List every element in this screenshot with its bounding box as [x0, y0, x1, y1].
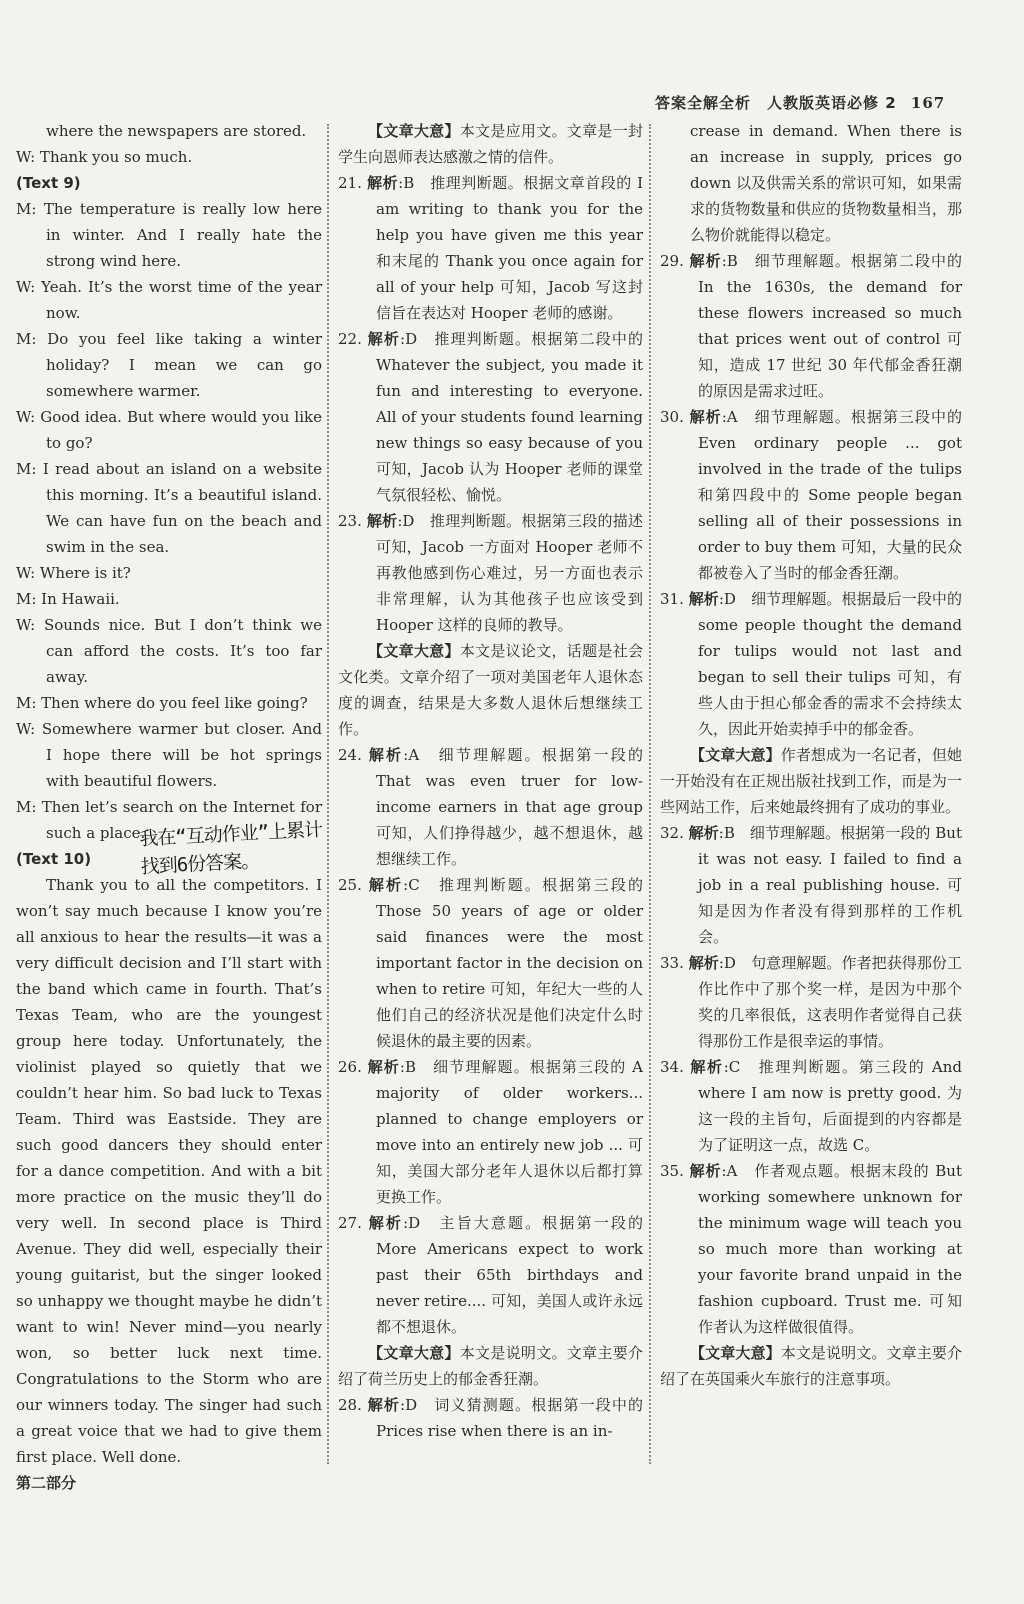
question-number: 27. [338, 1214, 369, 1232]
answer-explanation [338, 872, 643, 1054]
question-number: 34. [660, 1058, 691, 1076]
explanation-label: 解析 [367, 1396, 401, 1414]
article-summary [660, 742, 962, 820]
summary-text: 本文是议论文，话题是社会文化类。文章介绍了一项对美国老年人退休态度的调查，结果是大多数人退休后想继续工作。 [338, 642, 643, 738]
summary-text: 作者想成为一名记者，但她一开始没有在正规出版社找到工作，而是为一些网站工作，后来她最终拥有了成功的事业。 [660, 746, 962, 816]
question-number: 21. [338, 174, 368, 192]
middle-column [338, 118, 643, 1444]
dialogue-line: M: I read about an island on a website this morning. It’s a beautiful island. We can have fun on the beach and swim in the sea. [16, 460, 322, 556]
dialogue-line: M: Then let’s search on the Internet for such a place. [16, 798, 322, 842]
question-number: 32. [660, 824, 689, 842]
summary-label: 【文章大意】 [690, 1344, 781, 1362]
text-paragraph: crease in demand. When there is an increase in supply, prices go down 以及供需关系的常识可知，如果需求的货物数量和供应的货物数量相当，那么物价就能得以稳定。 [690, 122, 962, 244]
left-column [16, 118, 322, 1496]
explanation-text: :C 推理判断题。第三段的 And where I am now is pretty good. 为这一段的主旨句，后面提到的内容都是为了证明这一点，故选 C。 [698, 1058, 962, 1154]
handwritten-note: 我在“互动作业”上累计找到6份答案。 [138, 818, 323, 879]
dialogue-line: M: Do you feel like taking a winter holiday? I mean we can go somewhere warmer. [16, 330, 322, 400]
answer-explanation [338, 1210, 643, 1340]
answer-explanation [338, 326, 643, 508]
explanation-label: 解析 [688, 824, 719, 842]
answer-explanation [660, 950, 962, 1054]
running-header [655, 92, 985, 118]
question-number: 29. [660, 252, 690, 270]
explanation-text: :A 细节理解题。根据第三段中的 Even ordinary people ... got involved in the trade of the tulips 和第四段中的 Some people began selling all of their possessions in order to buy them 可知，大量的民众都被卷入了当时的郁金香狂潮。 [698, 408, 962, 582]
answer-explanation [660, 404, 962, 586]
article-summary [660, 1340, 962, 1392]
answer-explanation [338, 508, 643, 638]
explanation-label: 解析 [689, 408, 722, 426]
explanation-label: 解析 [689, 1162, 722, 1180]
answer-explanation [660, 586, 962, 742]
answer-explanation [660, 1158, 962, 1340]
answer-explanation [660, 820, 962, 950]
explanation-text: :A 细节理解题。根据第一段的 That was even truer for low-income earners in that age group 可知，人们挣得越少，越不想退休，越想继续工作。 [376, 746, 643, 868]
article-summary [338, 1340, 643, 1392]
answer-explanation [660, 1054, 962, 1158]
explanation-text: :D 句意理解题。作者把获得那份工作比作中了那个奖一样，是因为中那个奖的几率很低，这表明作者觉得自己获得那份工作是很幸运的事情。 [698, 954, 962, 1050]
dialogue-line: W: Sounds nice. But I don’t think we can afford the costs. It’s too far away. [16, 616, 322, 686]
answer-explanation [338, 742, 643, 872]
dialogue-line: M: In Hawaii. [16, 590, 120, 608]
answer-explanation [660, 248, 962, 404]
dialogue-line: W: Yeah. It’s the worst time of the year now. [16, 278, 322, 322]
explanation-text: :C 推理判断题。根据第三段的 Those 50 years of age or older said finances were the most important factor in the decision on when to retire 可知，年纪大一些的人他们自己的经济状况是他们决定什么时候退休的最主要的因素。 [376, 876, 643, 1050]
column-divider-left [327, 124, 329, 1464]
answer-explanation [338, 170, 643, 326]
section-heading: (Text 9) [16, 174, 81, 192]
column-divider-right [649, 124, 651, 1464]
question-number: 25. [338, 876, 369, 894]
explanation-label: 解析 [688, 590, 719, 608]
article-summary [338, 118, 643, 170]
question-number: 30. [660, 408, 690, 426]
article-summary [338, 638, 643, 742]
explanation-label: 解析 [367, 1058, 400, 1076]
question-number: 35. [660, 1162, 690, 1180]
explanation-text: :B 细节理解题。根据第二段中的 In the 1630s, the demand for these flowers increased so much that prices went out of control 可知，造成 17 世纪 30 年代郁金香狂潮的原因是需求过旺。 [698, 252, 962, 400]
explanation-label: 解析 [689, 252, 722, 270]
dialogue-line: W: Good idea. But where would you like to go? [16, 408, 322, 452]
question-number: 26. [338, 1058, 368, 1076]
section-heading: (Text 10) [16, 850, 92, 868]
answer-explanation [338, 1054, 643, 1210]
summary-text: 本文是说明文。文章主要介绍了荷兰历史上的郁金香狂潮。 [338, 1344, 643, 1388]
question-number: 33. [660, 954, 689, 972]
dialogue-line: M: Then where do you feel like going? [16, 694, 308, 712]
explanation-text: :A 作者观点题。根据末段的 But working somewhere unknown for the minimum wage will teach you so much more than working at your favorite brand unpaid in the fashion cupboard. Trust me. 可知作者认为这样做很值得。 [698, 1162, 962, 1336]
explanation-text: :B 细节理解题。根据第三段的 A majority of older workers... planned to change employers or move into an entirely new job ... 可知，美国大部分老年人退休以后都打算更换工作。 [376, 1058, 643, 1206]
question-number: 28. [338, 1396, 368, 1414]
explanation-label: 解析 [368, 876, 404, 894]
question-number: 23. [338, 512, 367, 530]
text-paragraph: Thank you to all the competitors. I won’t say much because I know you’re all anxious to hear the results—it was a very difficult decision and I’ll start with the band which came in fourth. That’s Texas Team, who are the youngest group here today. Unfortunately, the violinist played so quietly that we couldn’t hear him. So bad luck to Texas Team. Third was Eastside. They are such good dancers they should enter for a dance competition. And with a bit more practice on the music they’ll do very well. In second place is Third Avenue. They did well, especially their young guitarist, but the singer looked so unhappy we thought maybe he didn’t want to win! Never mind—you nearly won, so better luck next time. Congratulations to the Storm who are our winners today. The singer had such a great voice that we had to give them first place. Well done. [16, 876, 322, 1466]
dialogue-line: W: Where is it? [16, 564, 131, 582]
explanation-label: 解析 [688, 954, 719, 972]
header-title: 答案全解全析 人教版英语必修 2 [655, 94, 897, 112]
answer-explanation [338, 1392, 643, 1444]
explanation-label: 解析 [368, 746, 404, 764]
explanation-text: :D 词义猜测题。根据第一段中的 Prices rise when there is an in- [376, 1396, 643, 1440]
summary-label: 【文章大意】 [368, 122, 460, 140]
explanation-text: :B 推理判断题。根据文章首段的 I am writing to thank you for the help you have given me this year 和末尾的 Thank you once again for all of your help 可知，Jacob 写这封信旨在表达对 Hooper 老师的感谢。 [376, 174, 643, 322]
page-number: 167 [910, 94, 946, 112]
explanation-label: 解析 [366, 512, 398, 530]
section-heading: 第二部分 [16, 1474, 77, 1492]
dialogue-line: W: Thank you so much. [16, 148, 193, 166]
question-number: 22. [338, 330, 368, 348]
summary-label: 【文章大意】 [368, 1344, 460, 1362]
right-column [660, 118, 962, 1392]
summary-label: 【文章大意】 [368, 642, 460, 660]
summary-label: 【文章大意】 [690, 746, 781, 764]
explanation-label: 解析 [367, 330, 401, 348]
dialogue-line: M: The temperature is really low here in winter. And I really hate the strong wind here. [16, 200, 322, 270]
summary-text: 本文是说明文。文章主要介绍了在英国乘火车旅行的注意事项。 [660, 1344, 962, 1388]
summary-text: 本文是应用文。文章是一封学生向恩师表达感激之情的信件。 [338, 122, 643, 166]
explanation-text: :D 主旨大意题。根据第一段的 More Americans expect to work past their 65th birthdays and never retire.... 可知，美国人或许永远都不想退休。 [376, 1214, 643, 1336]
question-number: 24. [338, 746, 369, 764]
text-paragraph: where the newspapers are stored. [46, 122, 307, 140]
explanation-text: :B 细节理解题。根据第一段的 But it was not easy. I failed to find a job in a real publishing house. 可知是因为作者没有得到那样的工作机会。 [698, 824, 962, 946]
explanation-text: :D 推理判断题。根据第三段的描述可知，Jacob 一方面对 Hooper 老师不再教他感到伤心难过，另一方面也表示非常理解，认为其他孩子也应该受到 Hooper 这样的良师的教导。 [376, 512, 643, 634]
explanation-label: 解析 [368, 1214, 404, 1232]
explanation-text: :D 推理判断题。根据第二段中的 Whatever the subject, you made it fun and interesting to everyone. All of your students found learning new things so easy because of you 可知，Jacob 认为 Hooper 老师的课堂气氛很轻松、愉悦。 [376, 330, 643, 504]
dialogue-line: W: Somewhere warmer but closer. And I hope there will be hot springs with beautiful flowers. [16, 720, 322, 790]
explanation-text: :D 细节理解题。根据最后一段中的 some people thought the demand for tulips would not last and began to sell their tulips 可知，有些人由于担心郁金香的需求不会持续太久，因此开始卖掉手中的郁金香。 [698, 590, 962, 738]
explanation-label: 解析 [690, 1058, 724, 1076]
question-number: 31. [660, 590, 689, 608]
explanation-label: 解析 [367, 174, 399, 192]
